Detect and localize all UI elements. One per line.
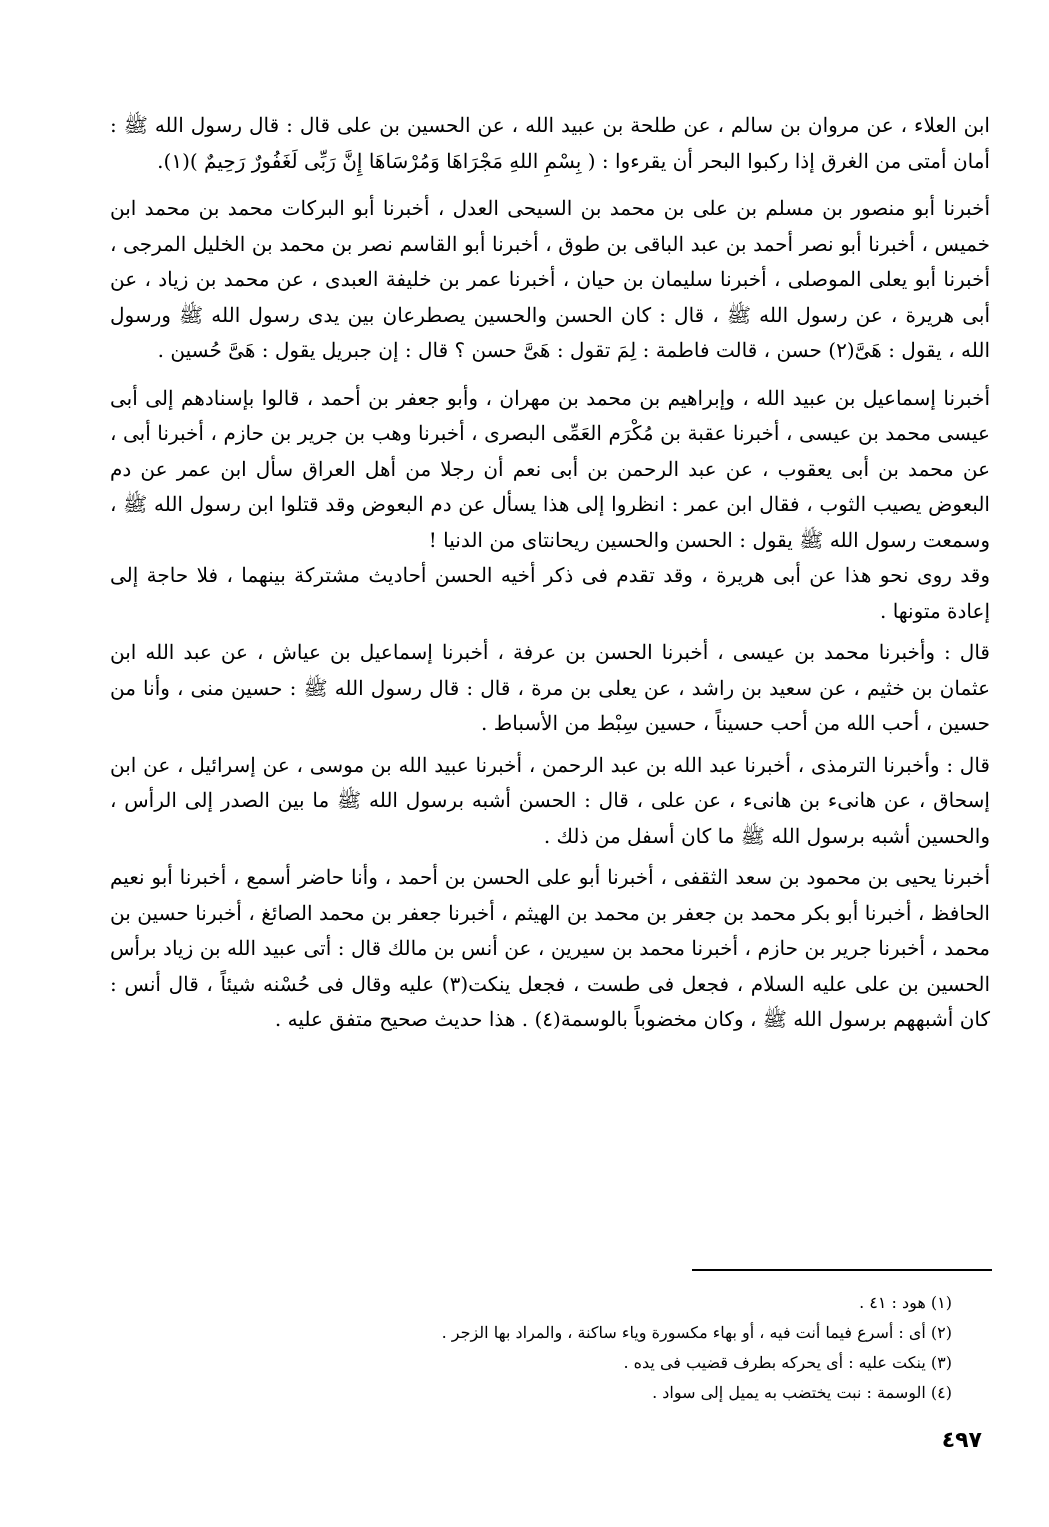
paragraph-3: أخبرنا إسماعيل بن عبيد الله ، وإبراهيم بن محمد بن مهران ، وأبو جعفر بن أحمد ، قالوا بإسنادهم إلى أبى عيسى محمد بن عيسى ، أخبرنا عقبة بن مُكْرَم العَمِّى البصرى ، أخبرنا وهب بن جرير بن حازم ، أخبرنا أبى ، عن محمد بن أبى يعقوب ، عن عبد الرحمن بن أبى نعم أن رجلا من أهل العراق سأل ابن عمر عن دم البعوض يصيب الثوب ، فقال ابن عمر : انظروا إلى هذا يسأل عن دم البعوض وقد قتلوا ابن رسول الله ﷺ ، وسمعت رسول الله ﷺ يقول : الحسن والحسين ريحانتاى من الدنيا ! bbox=[110, 385, 991, 552]
main-text bbox=[110, 108, 990, 1038]
footnote-1: (١) هود : ٤١ . bbox=[859, 1293, 952, 1312]
paragraph-4: وقد روى نحو هذا عن أبى هريرة ، وقد تقدم فى ذكر أخيه الحسن أحاديث مشتركة بينهما ، فلا حاجة إلى إعادة متونها . bbox=[110, 563, 990, 623]
footnotes bbox=[300, 1288, 952, 1408]
paragraph-2: أخبرنا أبو منصور بن مسلم بن على بن محمد بن السيحى العدل ، أخبرنا أبو البركات محمد بن محمد ابن خميس ، أخبرنا أبو نصر أحمد بن عبد الباقى بن طوق ، أخبرنا أبو القاسم نصر بن محمد بن الخليل المرجى ، أخبرنا أبو يعلى الموصلى ، أخبرنا سليمان بن حيان ، أخبرنا عمر بن خليفة العبدى ، عن محمد بن زياد ، عن أبى هريرة ، عن رسول الله ﷺ ، قال : كان الحسن والحسين يصطرعان بين يدى رسول الله ﷺ ورسول الله ، يقول : هَىَّ(٢) حسن ، قالت فاطمة : لِمَ تقول : هَىَّ حسن ؟ قال : إن جبريل يقول : هَىَّ حُسين . bbox=[110, 196, 990, 362]
footnote-divider bbox=[692, 1269, 992, 1271]
paragraph-6: قال : وأخبرنا الترمذى ، أخبرنا عبد الله بن عبد الرحمن ، أخبرنا عبيد الله بن موسى ، عن إسرائيل ، عن ابن إسحاق ، عن هانىء بن هانىء ، عن على ، قال : الحسن أشبه برسول الله ﷺ ما بين الصدر إلى الرأس ، والحسين أشبه برسول الله ﷺ ما كان أسفل من ذلك . bbox=[110, 752, 990, 848]
paragraph-7: أخبرنا يحيى بن محمود بن سعد الثقفى ، أخبرنا أبو على الحسن بن أحمد ، وأنا حاضر أسمع ، أخبرنا أبو نعيم الحافظ ، أخبرنا أبو بكر محمد بن جعفر بن محمد بن الهيثم ، أخبرنا جعفر بن محمد الصائغ ، أخبرنا حسين بن محمد ، أخبرنا جرير بن حازم ، أخبرنا محمد بن سيرين ، عن أنس بن مالك قال : أتى عبيد الله بن زياد برأس الحسين بن على عليه السلام ، فجعل فى طست ، فجعل ينكت(٣) عليه وقال فى حُسْنه شيئاً ، قال أنس : كان أشبههم برسول الله ﷺ ، وكان مخضوباً بالوسمة(٤) . هذا حديث صحيح متفق عليه . bbox=[110, 865, 991, 1031]
paragraph-1: ابن العلاء ، عن مروان بن سالم ، عن طلحة بن عبيد الله ، عن الحسين بن على قال : قال رسول الله ﷺ : أمان أمتى من الغرق إذا ركبوا البحر أن يقرءوا : ( بِسْمِ اللهِ مَجْرَاهَا وَمُرْسَاهَا إِنَّ رَبِّى لَغَفُورٌ رَحِيمٌ )(١). bbox=[110, 113, 990, 173]
footnote-2: (٢) أى : أسرع فيما أنت فيه ، أو بهاء مكسورة وياء ساكنة ، والمراد بها الزجر . bbox=[441, 1323, 952, 1342]
footnote-3: (٣) ينكت عليه : أى يحركه بطرف قضيب فى يده . bbox=[623, 1353, 952, 1372]
paragraph-5: قال : وأخبرنا محمد بن عيسى ، أخبرنا الحسن بن عرفة ، أخبرنا إسماعيل بن عياش ، عن عبد الله ابن عثمان بن خثيم ، عن سعيد بن راشد ، عن يعلى بن مرة ، قال : قال رسول الله ﷺ : حسين منى ، وأنا من حسين ، أحب الله من أحب حسيناً ، حسين سِبْط من الأسباط . bbox=[110, 640, 990, 735]
page-number: ٤٩٧ bbox=[941, 1428, 982, 1453]
footnote-4: (٤) الوسمة : نبت يختضب به يميل إلى سواد . bbox=[652, 1383, 952, 1402]
